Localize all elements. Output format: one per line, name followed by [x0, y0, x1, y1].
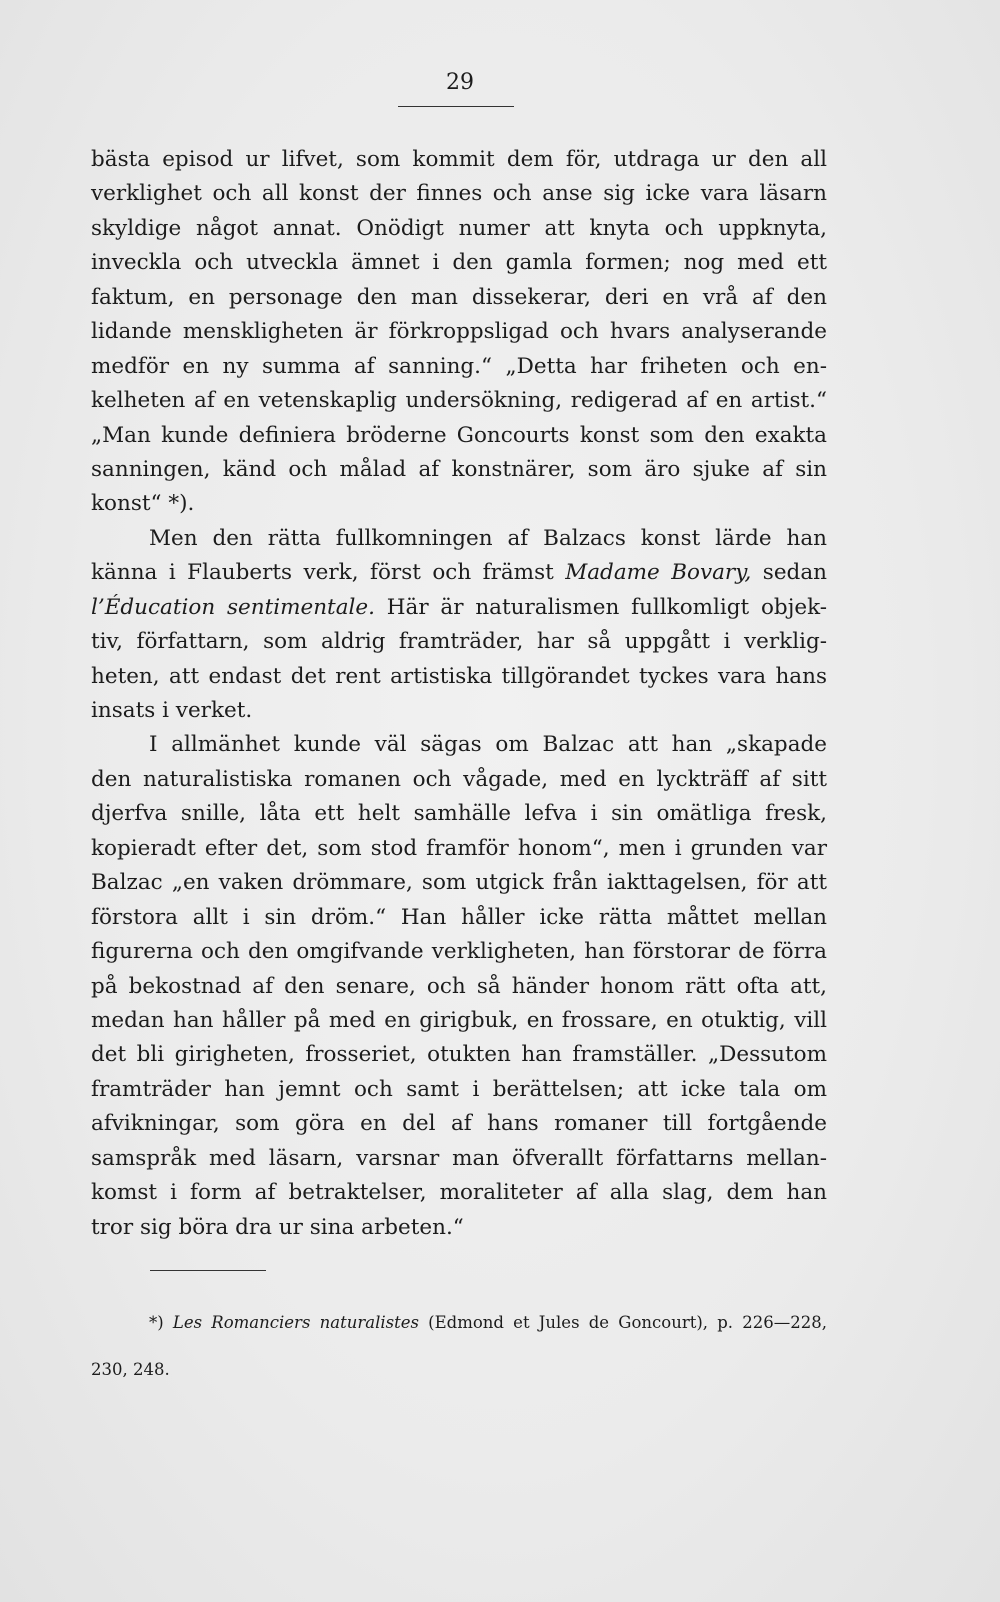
text-line — [91, 591, 827, 625]
text-line: tror sig böra dra ur sina arbeten.“ — [91, 1214, 464, 1240]
text-line: heten, att endast det rent artistiska tillgörandet tyckes vara hans — [91, 663, 827, 689]
text-line: lidande menskligheten är förkroppsligad och hvars analyserande — [91, 319, 827, 345]
text-line: den naturalistiska romanen och vågade, med en lyckträff af sitt — [91, 766, 827, 792]
text-line: skyldige något annat. Onödigt numer att knyta och uppknyta, — [91, 215, 827, 241]
text-line: förstora allt i sin dröm.“ Han håller icke rätta måttet mellan — [91, 904, 827, 930]
paragraph-1 — [91, 143, 827, 522]
text-line: framträder han jemnt och samt i berättelsen; att icke tala om — [91, 1076, 827, 1102]
paragraph-2 — [91, 522, 827, 729]
footnote-marker: *) — [149, 1312, 173, 1332]
text-line: kelheten af en vetenskaplig undersökning, redigerad af en artist.“ — [91, 388, 827, 414]
text-segment: känna i Flauberts verk, först och främst — [91, 560, 566, 586]
text-line: konst“ *). — [91, 491, 195, 517]
text-line: Balzac „en vaken drömmare, som utgick från iakttagelsen, för att — [91, 870, 827, 896]
text-line — [91, 556, 827, 590]
text-line: djerfva snille, låta ett helt samhälle lefva i sin omätliga fresk, — [91, 801, 827, 827]
italic-title: l’Éducation sentimentale. — [91, 594, 375, 620]
text-line: „Man kunde definiera bröderne Goncourts konst som den exakta — [91, 422, 827, 448]
text-line: medan han håller på med en girigbuk, en frossare, en otuktig, vill — [91, 1007, 827, 1033]
paragraph-3 — [91, 728, 827, 1245]
footnote-rule — [150, 1270, 266, 1271]
text-segment: sedan — [762, 560, 827, 586]
text-line: faktum, en personage den man dissekerar, deri en vrå af den — [91, 284, 827, 310]
text-line: medför en ny summa af sanning.“ „Detta har friheten och en- — [91, 353, 827, 379]
text-line: sanningen, känd och målad af konstnärer, som äro sjuke af sin — [91, 456, 827, 482]
text-segment: Här är naturalismen fullkomligt objek- — [374, 594, 827, 620]
text-line: komst i form af betraktelser, moraliteter af alla slag, dem han — [91, 1180, 827, 1206]
text-line: insats i verket. — [91, 698, 253, 723]
text-line: inveckla och utveckla ämnet i den gamla formen; nog med ett — [91, 250, 827, 276]
text-line: kopieradt efter det, som stod framför honom“, men i grunden var — [91, 835, 827, 861]
footnote-line: 230, 248. — [91, 1360, 170, 1379]
footnote-text: (Edmond et Jules de Goncourt), p. 226—228, — [418, 1312, 827, 1332]
text-line: figurerna och den omgifvande verkligheten, han förstorar de förra — [91, 939, 827, 965]
footnote-title: Les Romanciers naturalistes — [172, 1312, 419, 1332]
text-line: Men den rätta fullkomningen af Balzacs konst lärde han — [149, 525, 827, 551]
text-line: I allmänhet kunde väl sägas om Balzac att han „skapade — [149, 732, 827, 758]
italic-title: Madame Bovary, — [565, 560, 752, 586]
header-rule — [398, 106, 514, 107]
body-text — [91, 143, 827, 1245]
text-line: verklighet och all konst der finnes och anse sig icke vara läsarn — [91, 181, 827, 207]
text-line: samspråk med läsarn, varsnar man öfverallt författarns mellan- — [91, 1145, 827, 1171]
text-line: på bekostnad af den senare, och så händer honom rätt ofta att, — [91, 973, 827, 999]
text-line: tiv, författarn, som aldrig framträder, har så uppgått i verklig- — [91, 629, 827, 655]
text-line: afvikningar, som göra en del af hans romaner till fortgående — [91, 1111, 827, 1137]
page-number: 29 — [446, 70, 474, 95]
text-line: det bli girigheten, frosseriet, otukten han framställer. „Dessutom — [91, 1042, 827, 1068]
footnote — [91, 1290, 827, 1402]
text-line: bästa episod ur lifvet, som kommit dem för, utdraga ur den all — [91, 147, 827, 172]
footnote-line — [91, 1307, 827, 1338]
